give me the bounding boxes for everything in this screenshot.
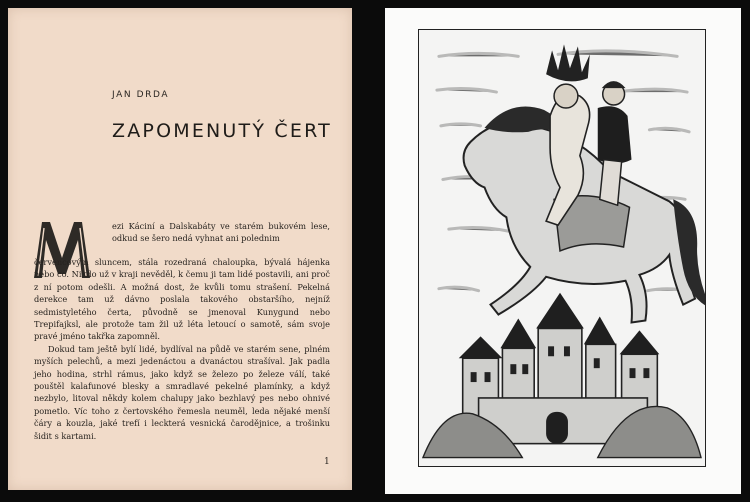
right-page	[385, 8, 741, 494]
paragraph-2: Dokud tam ještě bylí lidé, bydlíval na půdě ve starém sene, plném myších pelechů, a mezi jedenáctou a dvanáctou strašíval. Jak padla jeho hodina, strhl rámus, jako když se železo po železe válí, také pouštěl kalafunové blesky a smradlavé pekelné plamínky, a když nezbylo, litoval někdy kolem chalupy jako bezhlavý pes nebo ohnivé pometlo. Víc toho z čertovského řemesla neuměl, leda nějaké menší čáry a kouzla, jaké trefí i leckterá vesnická čarodějnice, a trošinku šidit s kartami.	[34, 343, 330, 441]
lead-text: ezi Káciní a Dalskabáty ve starém bukovém lese, odkud se šero nedá vyhnat ani polednim	[112, 221, 330, 244]
page-number: 1	[324, 457, 330, 467]
illustration-image	[418, 29, 706, 467]
author-name: JAN DRDA	[112, 90, 170, 100]
left-page	[8, 8, 352, 490]
story-title: ZAPOMENUTÝ ČERT	[112, 120, 332, 142]
story-body	[34, 256, 330, 442]
paragraph-1: červencovým sluncem, stála rozedraná chaloupka, bývalá hájenka nebo co. Nikdo už v kraji nevěděl, k čemu ji tam lidé postavili, ani proč z ní potom odešli. A možná dost, že kvůli tomu strašení. Pekelná derekce tam už dávno poslala takového obstaršího, nejníž sedmistyletého čerta, původně se jmenoval Kunygund nebo Trepifajksl, ale protože tam žil už léta letoucí o samotě, sám svoje pravé jméno takřka zapomněl.	[34, 257, 330, 342]
